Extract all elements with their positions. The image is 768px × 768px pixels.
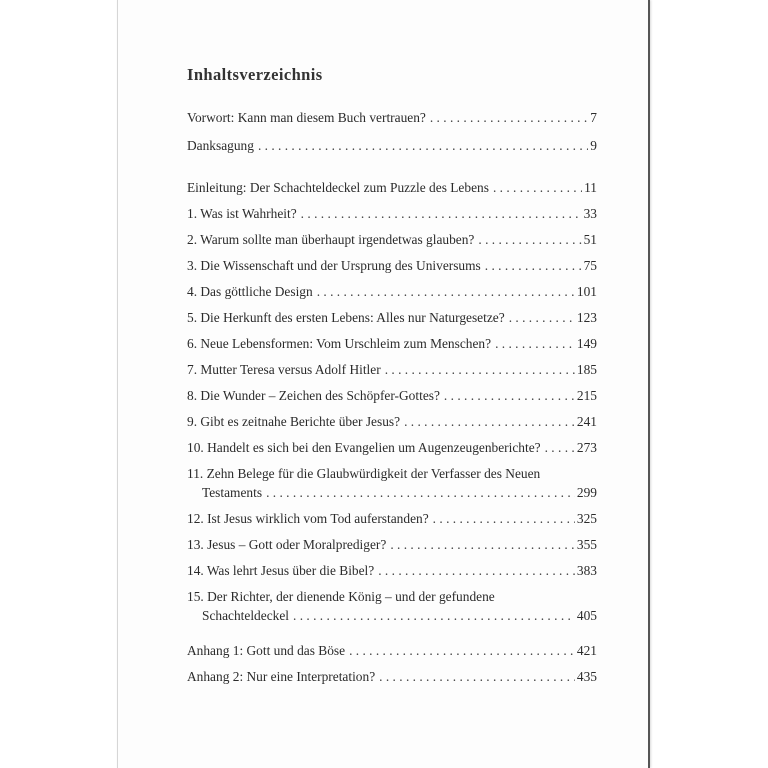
toc-entry-page: 215 bbox=[576, 388, 597, 403]
toc-entry-einleitung bbox=[187, 178, 597, 197]
toc-entry-title: 3. Die Wissenschaft und der Ursprung des Universums bbox=[187, 258, 481, 273]
toc-entry-title: Einleitung: Der Schachteldeckel zum Puzzle des Lebens bbox=[187, 180, 489, 195]
leader-dots bbox=[385, 360, 575, 379]
book-page bbox=[117, 0, 650, 768]
toc-entry-title: 13. Jesus – Gott oder Moralprediger? bbox=[187, 537, 387, 552]
leader-dots bbox=[266, 483, 575, 502]
toc-entry-title: 6. Neue Lebensformen: Vom Urschleim zum Menschen? bbox=[187, 336, 492, 351]
toc-entry-page: 75 bbox=[583, 258, 597, 273]
toc-entry-title: 9. Gibt es zeitnahe Berichte über Jesus? bbox=[187, 414, 401, 429]
toc-entry-title: 5. Die Herkunft des ersten Lebens: Alles nur Naturgesetze? bbox=[187, 310, 505, 325]
toc-entry-title: 4. Das göttliche Design bbox=[187, 284, 313, 299]
toc-entry-page: 325 bbox=[576, 511, 597, 526]
leader-dots bbox=[390, 535, 575, 554]
toc-entry-title: 1. Was ist Wahrheit? bbox=[187, 206, 297, 221]
toc-entry-title: 2. Warum sollte man überhaupt irgendetwas glauben? bbox=[187, 232, 475, 247]
toc-entry-page: 11 bbox=[584, 180, 597, 195]
toc-entry-vorwort bbox=[187, 108, 597, 127]
toc-entry-title: 7. Mutter Teresa versus Adolf Hitler bbox=[187, 362, 381, 377]
leader-dots bbox=[349, 641, 575, 660]
toc-entry-title: 10. Handelt es sich bei den Evangelien um Augenzeugenberichte? bbox=[187, 440, 541, 455]
toc-entry-chapter-1 bbox=[187, 204, 597, 223]
toc-entry-anhang-2 bbox=[187, 667, 597, 686]
toc-entry-page: 51 bbox=[583, 232, 597, 247]
leader-dots bbox=[379, 667, 575, 686]
toc-entry-page: 123 bbox=[576, 310, 597, 325]
toc-entry-page: 421 bbox=[576, 643, 597, 658]
leader-dots bbox=[317, 282, 575, 301]
leader-dots bbox=[485, 256, 582, 275]
toc-entry-page: 355 bbox=[576, 537, 597, 552]
leader-dots bbox=[258, 136, 588, 155]
leader-dots bbox=[509, 308, 575, 327]
toc-entry-chapter-15 bbox=[187, 587, 597, 625]
toc-entry-title: 12. Ist Jesus wirklich vom Tod auferstanden? bbox=[187, 511, 429, 526]
toc-entry-page: 101 bbox=[576, 284, 597, 299]
toc-entry-danksagung bbox=[187, 136, 597, 155]
leader-dots bbox=[545, 438, 575, 457]
toc-entry-page: 405 bbox=[576, 608, 597, 623]
toc-entry-chapter-9 bbox=[187, 412, 597, 431]
toc-entry-page: 149 bbox=[576, 336, 597, 351]
toc-entry-title: 8. Die Wunder – Zeichen des Schöpfer-Gottes? bbox=[187, 388, 440, 403]
toc-entry-title: Anhang 2: Nur eine Interpretation? bbox=[187, 669, 376, 684]
toc-entry-chapter-14 bbox=[187, 561, 597, 580]
leader-dots bbox=[430, 108, 588, 127]
toc-entry-chapter-6 bbox=[187, 334, 597, 353]
toc-entry-page: 9 bbox=[590, 138, 597, 153]
toc-entry-chapter-10 bbox=[187, 438, 597, 457]
toc-entry-page: 383 bbox=[576, 563, 597, 578]
leader-dots bbox=[495, 334, 575, 353]
leader-dots bbox=[493, 178, 582, 197]
toc-entry-chapter-12 bbox=[187, 509, 597, 528]
toc-entry-page: 241 bbox=[576, 414, 597, 429]
toc-entry-chapter-4 bbox=[187, 282, 597, 301]
leader-dots bbox=[301, 204, 582, 223]
toc-entry-title-continued: Schachteldeckel bbox=[202, 608, 289, 623]
leader-dots bbox=[478, 230, 581, 249]
toc-entry-chapter-2 bbox=[187, 230, 597, 249]
toc-entry-chapter-5 bbox=[187, 308, 597, 327]
toc-entry-page: 273 bbox=[576, 440, 597, 455]
toc-entry-page: 7 bbox=[590, 110, 597, 125]
toc-entry-chapter-11 bbox=[187, 464, 597, 502]
leader-dots bbox=[444, 386, 575, 405]
toc-entry-page: 299 bbox=[576, 485, 597, 500]
leader-dots bbox=[293, 606, 575, 625]
toc-entry-chapter-7 bbox=[187, 360, 597, 379]
toc-entry-chapter-13 bbox=[187, 535, 597, 554]
toc-entry-title: Anhang 1: Gott und das Böse bbox=[187, 643, 346, 658]
toc-entry-title: 11. Zehn Belege für die Glaubwürdigkeit der Verfasser des Neuen bbox=[187, 466, 541, 481]
toc-heading: Inhaltsverzeichnis bbox=[187, 65, 323, 84]
leader-dots bbox=[433, 509, 575, 528]
toc-entry-title: Danksagung bbox=[187, 138, 254, 153]
toc-entry-title: 14. Was lehrt Jesus über die Bibel? bbox=[187, 563, 375, 578]
toc-entry-chapter-3 bbox=[187, 256, 597, 275]
leader-dots bbox=[404, 412, 575, 431]
toc-entry-chapter-8 bbox=[187, 386, 597, 405]
toc-entry-title-continued: Testaments bbox=[202, 485, 263, 500]
toc-entry-page: 185 bbox=[576, 362, 597, 377]
toc-entry-title: 15. Der Richter, der dienende König – und der gefundene bbox=[187, 589, 495, 604]
toc-entry-anhang-1 bbox=[187, 641, 597, 660]
toc-entry-page: 435 bbox=[576, 669, 597, 684]
toc-entry-title: Vorwort: Kann man diesem Buch vertrauen? bbox=[187, 110, 426, 125]
leader-dots bbox=[378, 561, 575, 580]
toc-entry-page: 33 bbox=[583, 206, 597, 221]
